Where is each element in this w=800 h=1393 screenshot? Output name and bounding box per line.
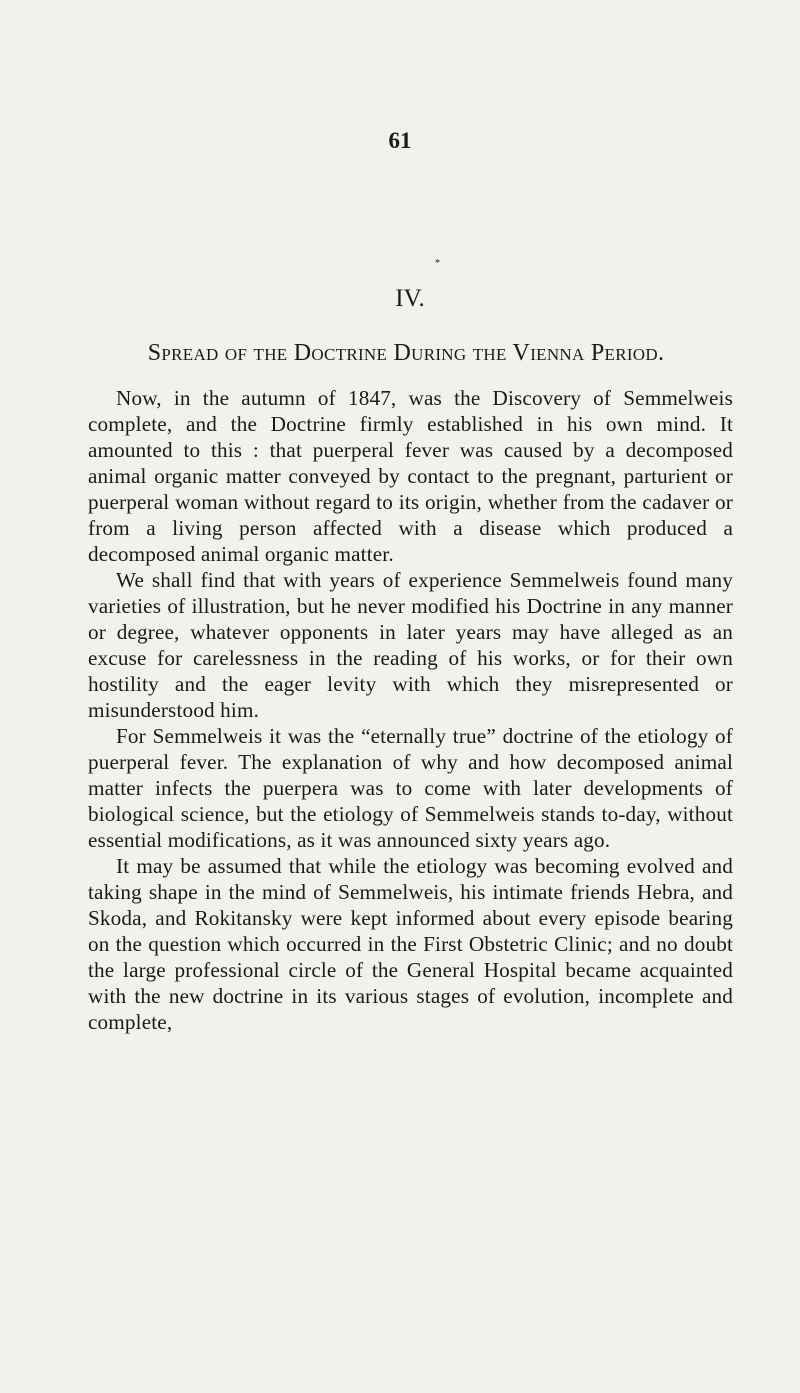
chapter-numeral: IV.	[395, 285, 425, 312]
chapter-title: Spread of the Doctrine During the Vienna Period.	[147, 340, 665, 366]
body-text	[88, 385, 733, 1035]
page-number: 61	[388, 128, 412, 153]
print-speck: *	[435, 258, 440, 269]
paragraph: Now, in the autumn of 1847, was the Discovery of Semmelweis complete, and the Doctrine firmly established in his own mind. It amounted to this : that puerperal fever was caused by a decomposed animal organic matter conveyed by contact to the pregnant, parturient or puerperal woman without regard to its origin, whether from the cadaver or from a living person affected with a disease which produced a decomposed animal organic matter.	[88, 386, 733, 566]
paragraph: For Semmelweis it was the “eternally true” doctrine of the etiology of puerperal fever. The explanation of why and how decomposed animal matter infects the puerpera was to come with later developments of biological science, but the etiology of Semmelweis stands to-day, without essential modifications, as it was announced sixty years ago.	[88, 724, 733, 852]
paragraph: It may be assumed that while the etiology was becoming evolved and taking shape in the mind of Semmelweis, his intimate friends Hebra, and Skoda, and Rokitansky were kept informed about every episode bearing on the question which occurred in the First Obstetric Clinic; and no doubt the large professional circle of the General Hospital became acquainted with the new doctrine in its various stages of evolution, incomplete and complete,	[88, 854, 733, 1034]
paragraph: We shall find that with years of experience Semmelweis found many varieties of illustration, but he never modified his Doctrine in any manner or degree, whatever opponents in later years may have alleged as an excuse for carelessness in the reading of his works, or for their own hostility and the eager levity with which they misrepresented or misunderstood him.	[88, 568, 733, 722]
